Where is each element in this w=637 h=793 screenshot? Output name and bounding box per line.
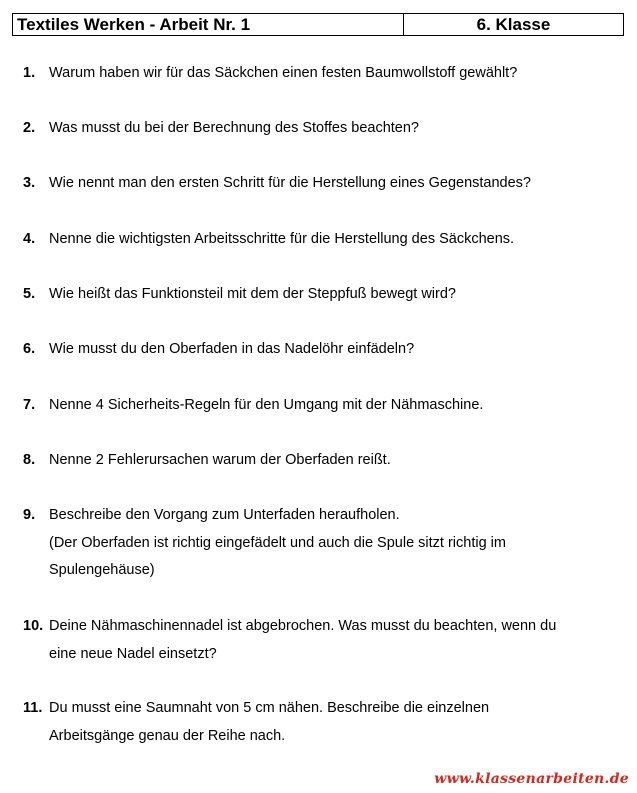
- question-number: 10.: [23, 618, 44, 634]
- question-line: Arbeitsgänge genau der Reihe nach.: [49, 727, 286, 744]
- site-watermark: www.klassenarbeiten.de: [434, 771, 629, 787]
- question-text: [49, 695, 619, 750]
- question-number: 3.: [23, 175, 36, 191]
- question-line: eine neue Nadel einsetzt?: [49, 645, 217, 662]
- question-text: [49, 502, 619, 585]
- question-line: Du musst eine Saumnaht von 5 cm nähen. Beschreibe die einzelnen: [49, 700, 490, 716]
- question-line: Spulengehäuse): [49, 562, 155, 578]
- question-text: [49, 60, 619, 88]
- question-text: [49, 226, 619, 254]
- grade-level: 6. Klasse: [476, 15, 551, 34]
- question-text: [49, 170, 619, 198]
- question-text: [49, 613, 619, 668]
- question-number: 7.: [23, 397, 36, 413]
- question-line: Wie heißt das Funktionsteil mit dem der Steppfuß bewegt wird?: [49, 286, 456, 302]
- question-line: Nenne 2 Fehlerursachen warum der Oberfaden reißt.: [49, 452, 391, 468]
- question-number: 6.: [23, 341, 36, 357]
- question-line: Nenne die wichtigsten Arbeitsschritte für die Herstellung des Säckchens.: [49, 231, 515, 247]
- question-number: 5.: [23, 286, 36, 302]
- question-line: (Der Oberfaden ist richtig eingefädelt und auch die Spule sitzt richtig im: [49, 534, 506, 551]
- question-text: [49, 392, 619, 420]
- question-line: Deine Nähmaschinennadel ist abgebrochen. Was musst du beachten, wenn du: [49, 618, 557, 634]
- worksheet-header: [12, 13, 624, 36]
- worksheet-title: Textiles Werken - Arbeit Nr. 1: [13, 14, 404, 35]
- question-text: [49, 336, 619, 364]
- question-number: 4.: [23, 231, 36, 247]
- question-number: 8.: [23, 452, 36, 468]
- question-text: [49, 447, 619, 475]
- question-line: Beschreibe den Vorgang zum Unterfaden heraufholen.: [49, 507, 400, 523]
- question-line: Wie musst du den Oberfaden in das Nadelöhr einfädeln?: [49, 341, 415, 357]
- question-text: [49, 281, 619, 309]
- question-number: 11.: [23, 700, 43, 716]
- question-line: Nenne 4 Sicherheits-Regeln für den Umgang mit der Nähmaschine.: [49, 397, 484, 413]
- question-line: Warum haben wir für das Säckchen einen festen Baumwollstoff gewählt?: [49, 65, 518, 81]
- question-line: Was musst du bei der Berechnung des Stoffes beachten?: [49, 120, 419, 136]
- question-number: 1.: [23, 65, 36, 81]
- question-number: 9.: [23, 507, 36, 523]
- question-line: Wie nennt man den ersten Schritt für die Herstellung eines Gegenstandes?: [49, 175, 531, 191]
- question-text: [49, 115, 619, 143]
- question-number: 2.: [23, 120, 36, 136]
